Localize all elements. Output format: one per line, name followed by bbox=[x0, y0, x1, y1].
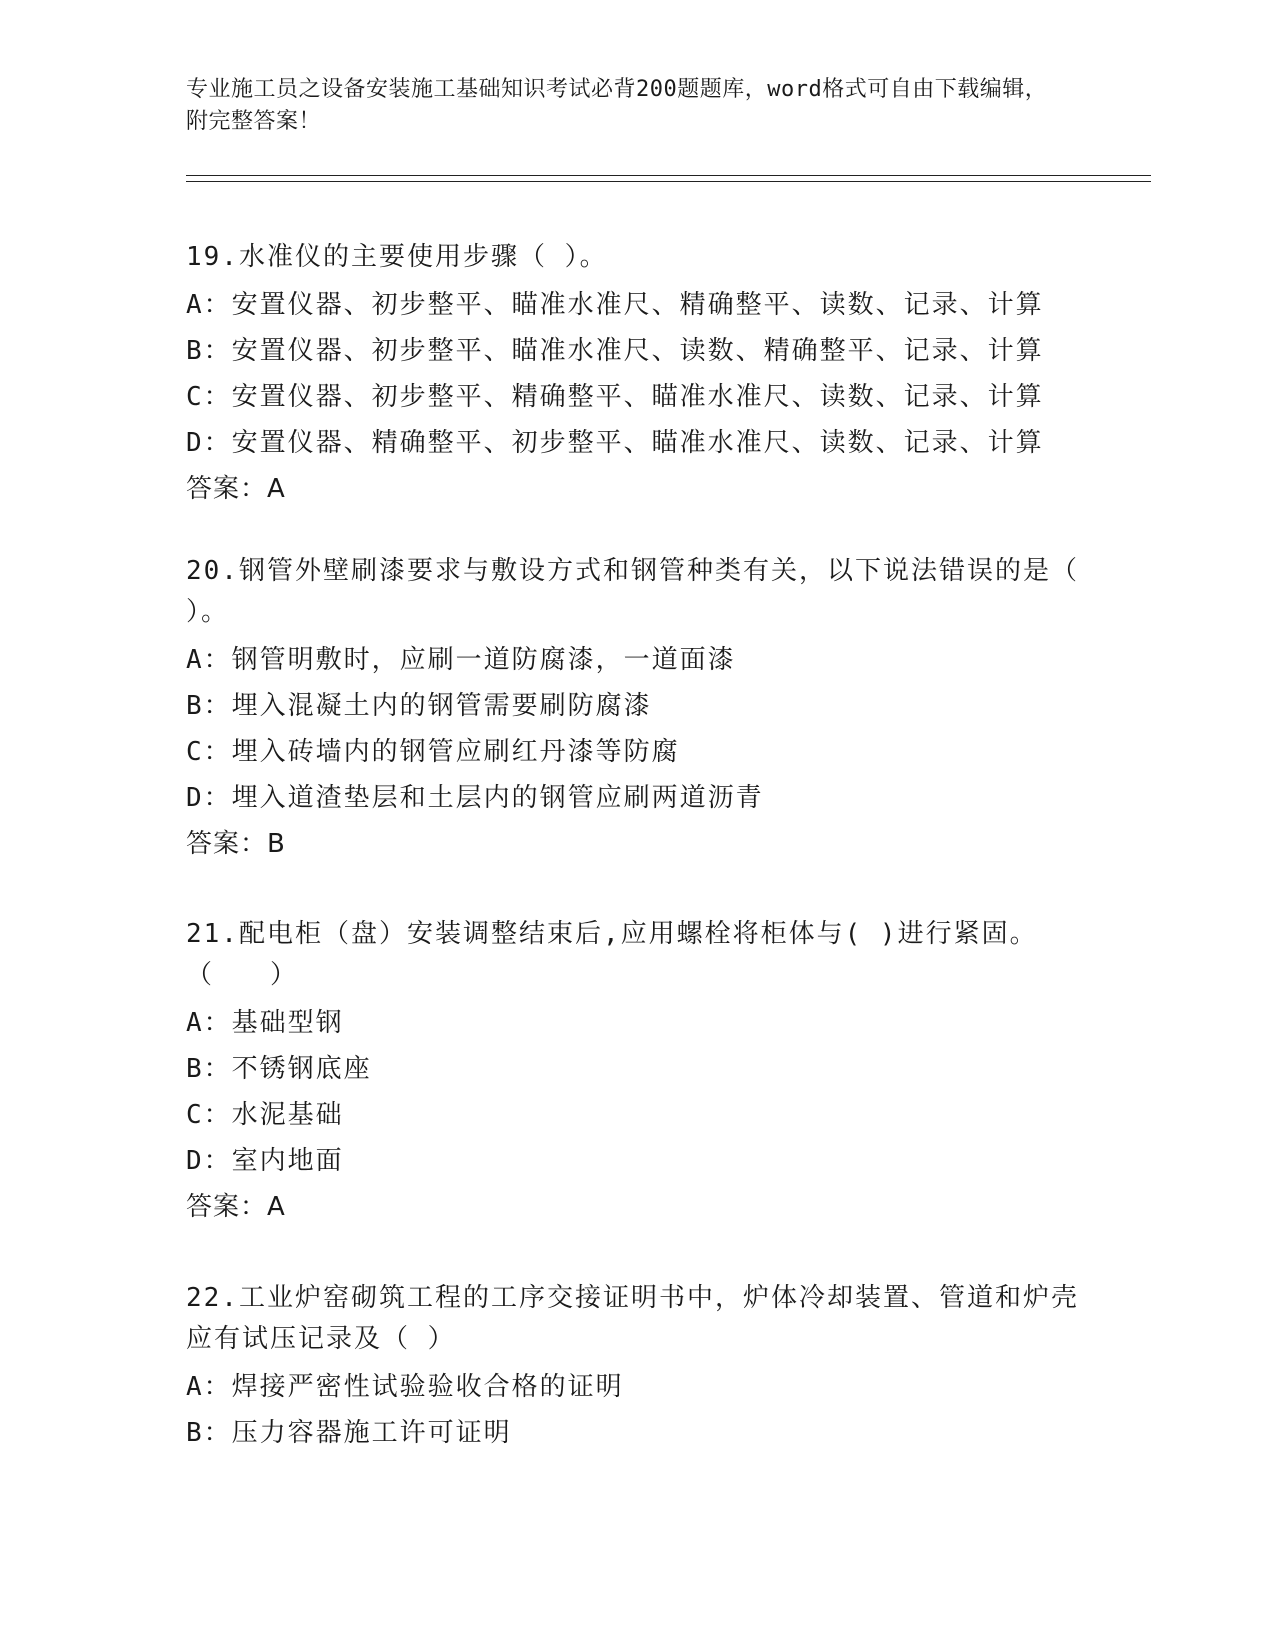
option-d: D：室内地面 bbox=[186, 1146, 344, 1176]
option-b: B：压力容器施工许可证明 bbox=[186, 1418, 512, 1448]
header-rule-bottom bbox=[186, 181, 1151, 182]
option-b: B：不锈钢底座 bbox=[186, 1054, 372, 1084]
question-stem: 20.钢管外壁刷漆要求与敷设方式和钢管种类有关，以下说法错误的是（ ）。 bbox=[186, 556, 1079, 627]
question-stem: 21.配电柜（盘）安装调整结束后,应用螺栓将柜体与( )进行紧固。（ ） bbox=[186, 919, 1038, 990]
option-a: A：安置仪器、初步整平、瞄准水准尺、精确整平、读数、记录、计算 bbox=[186, 290, 1044, 320]
question-stem: 22.工业炉窑砌筑工程的工序交接证明书中，炉体冷却装置、管道和炉壳应有试压记录及（ ） bbox=[186, 1283, 1079, 1354]
answer: 答案：A bbox=[186, 474, 286, 504]
page-header: 专业施工员之设备安装施工基础知识考试必背200题题库，word格式可自由下载编辑，附完整答案！ bbox=[186, 77, 1048, 134]
question-19 bbox=[186, 237, 1086, 512]
option-d: D：安置仪器、精确整平、初步整平、瞄准水准尺、读数、记录、计算 bbox=[186, 428, 1044, 458]
option-c: C：水泥基础 bbox=[186, 1100, 344, 1130]
option-b: B：安置仪器、初步整平、瞄准水准尺、读数、精确整平、记录、计算 bbox=[186, 336, 1044, 366]
option-a: A：焊接严密性试验验收合格的证明 bbox=[186, 1372, 624, 1402]
answer: 答案：A bbox=[186, 1192, 286, 1222]
question-stem: 19.水准仪的主要使用步骤（ ）。 bbox=[186, 242, 608, 272]
option-b: B：埋入混凝土内的钢管需要刷防腐漆 bbox=[186, 691, 652, 721]
option-a: A：钢管明敷时，应刷一道防腐漆，一道面漆 bbox=[186, 645, 736, 675]
option-d: D：埋入道渣垫层和土层内的钢管应刷两道沥青 bbox=[186, 783, 764, 813]
question-20 bbox=[186, 551, 1086, 867]
answer: 答案：B bbox=[186, 829, 286, 859]
question-22 bbox=[186, 1278, 1086, 1456]
option-c: C：安置仪器、初步整平、精确整平、瞄准水准尺、读数、记录、计算 bbox=[186, 382, 1044, 412]
header-rule-top bbox=[186, 175, 1151, 176]
option-a: A：基础型钢 bbox=[186, 1008, 344, 1038]
option-c: C：埋入砖墙内的钢管应刷红丹漆等防腐 bbox=[186, 737, 680, 767]
question-21 bbox=[186, 914, 1086, 1230]
